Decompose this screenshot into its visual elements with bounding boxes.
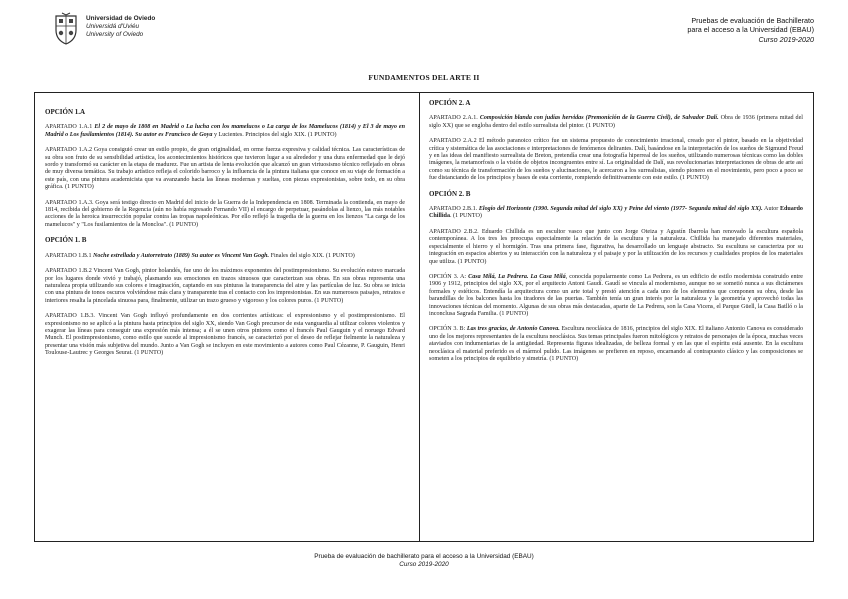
answer-1a1: APARTADO 1.A.1 El 2 de mayo de 1808 en Madrid o La lucha con los mamelucos o La carga de los Mamelucos (1814) y El 3 de mayo en Madrid o Los fusilamientos (1814). Su autor es Francisco de Goya y Lucientes. Principios del siglo XIX. (1 PUNTO) [45,124,405,138]
option-2a-heading: OPCIÓN 2. A [429,99,471,107]
university-name-en: University of Oviedo [86,31,144,38]
answer-1b1: APARTADO 1.B.1 Noche estrellada y Autorretrato (1889) Su autor es Vincent Van Gogh. Finales del siglo XIX. (1 PUNTO) [45,252,355,259]
page-footer [0,553,848,569]
answer-1a3: APARTADO 1.A.3. Goya será testigo directo en Madrid del inicio de la Guerra de la Independencia en 1808. Terminada la contienda, en mayo de 1814, recibida del gobierno de la Regencia (aún no había regresado Fernando VII) el encargo de perpetuar, pasándolas al lienzo, las más notables acciones de la heroica insurrección popular contra las tropas napoleónicas. Por ello reflejó la tragedia de la guerra en los lienzos "La carga de los mamelucos" y "Los fusilamientos de la Moncloa". (1 PUNTO) [45,199,405,228]
option-2b-heading: OPCIÓN 2. B [429,189,471,198]
university-name-es: Universidad de Oviedo [86,15,156,22]
answer-1a2: APARTADO 1.A.2 Goya consiguió crear un estilo propio, de gran originalidad, en orme fuerza expresiva y calidad técnica. Las características de su obra son fruto de su sensibilidad artística, los acontecimientos históricos que tuvieron lugar a su alrededor y una dura enfermedad que le dejó sordo y transformó su carácter en la etapa de madurez. Fue un artista de lenta evolución que alcanzó un gran virtuosismo técnico reflejado en obras de muy diversa temática. Su trabajo artístico refleja el colorido barroco y la influencia de la pintura italiana que conoce en su viaje de formación a este país, con una pintura academicista que va avanzando hacia las líneas modernas y sueltas, con piezas expresionistas, sobre todo, en su obra gráfica. (1 PUNTO) [45,147,405,191]
left-column [35,93,420,541]
university-crest-icon [52,12,80,46]
exam-line-2: para el acceso a la Universidad (EBAU) [687,25,814,35]
option-1b-heading: OPCIÓN 1. B [45,236,87,245]
option-1a-heading: OPCIÓN 1.A [45,108,86,116]
answer-3a: OPCIÓN 3. A: Casa Milá, La Pedrera. La Casa Milá, conocida popularmente como La Pedrera, es un edificio de estilo modernista construido entre 1906 y 1912, principios del siglo XX, por el arquitecto Antoni Gaudí. Gaudí se vincula al modernismo, aunque no se sometió nunca a sus dictámenes formales y estéticos. Entendía la arquitectura como un arte total y prestó atención a cada uno de los elementos que componen su obra, desde las barandillas de los balcones hasta los tiradores de las puertas. También tenía un gran interés por la naturaleza y la geometría y aprovechó todas las innovaciones técnicas del momento. Algunas de sus obras más destacadas, aparte de La Pedrera, son la Casa Vicens, el Parque Güell, la Casa Batlló o la inconclusa Sagrada Familia. (1 PUNTO) [429,273,803,317]
exam-year: Curso 2019-2020 [758,34,814,44]
exam-line-1: Pruebas de evaluación de Bachillerato [691,16,814,25]
right-column [420,93,813,541]
answer-2a1: APARTADO 2.A.1. Composición blanda con judías hervidas (Premonición de la Guerra Civil), de Salvador Dalí. Obra de 1936 (primera mitad del siglo XX) que se engloba dentro del estilo surrealista del pintor. (1 PUNTO) [429,115,804,129]
exam-info [687,16,814,44]
footer-line-2: Curso 2019-2020 [399,561,449,569]
answer-2a2: APARTADO 2.A.2 El método paranoico crítico fue un sistema propuesto de conocimiento irracional, creado por el pintor, basado en la objetividad crítica y sistemática de las asociaciones e interpretaciones de fenómenos delirantes. Dalí, basándose en la interpretación de los sueños de Sigmund Freud y en las ideas del manifiesto surrealista de Breton, pretendía crear una fotografía hiperreal de los sueños, utilizando numerosas técnicas como las dobles imágenes, la metamorfosis o la visión de objetos incongruentes entre sí. La originalidad de Dalí, sus revolucionarias interpretaciones de obras de arte así como su técnica de transformación de los sueños y alucinaciones, le acercaron a los surrealistas, siendo pionero en el movimiento, pero poco a poco se fue distanciando de los principios y bases de esta corriente, rompiendo definitivamente con este estilo. (1 PUNTO) [429,138,803,182]
answer-2b2: APARTADO 2.B.2. Eduardo Chillida es un escultor vasco que junto con Jorge Oteiza y Agustín Ibarrola han renovado la escultura española contemporánea. A los tres les preocupa especialmente la relación de la escultura y la naturaleza. Chillida ha manejado diferentes materiales, especialmente el hierro y el hormigón. Tras una primera fase, figurativa, ha desarrollado un lenguaje abstracto. Su escultura se caracteriza por su integración en espacios abiertos y su interacción con la naturaleza y el paisaje y por la utilización de los recursos y cualidades propios de los materiales que utiliza. (1 PUNTO) [429,228,803,265]
answer-1b2: APARTADO 1.B.2 Vincent Van Gogh, pintor holandés, fue uno de los máximos exponentes del postimpresionismo. Su evolución estuvo marcada por los lugares donde vivió y trabajó, plasmando sus emociones en trazos sinuosos que caracterizan sus obras. En sus obras representa una naturaleza propia utilizando sus colores e imaginación, captando en sus pinturas la transparencia del aire y las partículas de luz. Su obra se inicia con una pintura de tonos oscuros volviéndose más clara y transparente tras el contacto con los impresionistas. En sus numerosos paisajes, retratos e interiores resalta la pincelada sinuosa para, finalmente, utilizar un trazo grueso y vigoroso y los colores puros. (1 PUNTO) [45,268,405,304]
page-title: FUNDAMENTOS DEL ARTE II [368,73,480,82]
university-header [52,12,155,46]
footer-line-1: Prueba de evaluación de bachillerato para el acceso a la Universidad (EBAU) [314,553,534,560]
answer-3b: OPCIÓN 3. B: Las tres gracias, de Antonio Canova. Escultura neoclásica de 1816, principios del siglo XIX. El italiano Antonio Canova es considerado uno de los mejores representantes de la escultura neoclásica. Sus temas principales fueron mitológicos y retratos de personajes de la época, muchas veces ataviados con indumentarias de la antigüedad. Representa figuras idealizadas, de belleza formal y en las que el espíritu está ausente. En la escultura neoclásica el material preferido es el mármol pulido. Las imágenes se prefieren en reposo, encarnando al contrapuesto clásico y las composiciones se someten a los principios de equilibrio y simetría. (1 PUNTO) [429,326,803,362]
answer-1b3: APARTADO 1.B.3. Vincent Van Gogh influyó profundamente en dos corrientes artísticas: el expresionismo y el postimpresionismo. El expresionismo no se aplicó a la pintura hasta principios del siglo XX, siendo Van Gogh precursor de esta vanguardia al utilizar colores violentos y exagerar las líneas para conseguir una expresión más intensa; a él se unen otros pintores como el francés Paul Gauguin y el noruego Edvard Munch. El postimpresionismo, como estilo que sucede al impresionismo francés, se caracterizó por el deseo de reflejar fielmente la naturaleza y presentar una visión más subjetiva del mundo. Junto a Van Gogh se incluyen en este movimiento a autores como Paul Cézanne, P. Gauguin, Henri Toulouse-Lautrec y Georges Seurat. (1 PUNTO) [45,313,405,357]
answers-frame [34,92,814,542]
university-name-ast: Universidá d'Uviéu [86,23,140,30]
answer-2b1: APARTADO 2.B.1. Elogio del Horizonte (1990. Segunda mitad del siglo XX) y Peine del viento (1977- Segunda mitad del siglo XX). Autor Eduardo Chillida. (1 PUNTO) [429,206,803,220]
